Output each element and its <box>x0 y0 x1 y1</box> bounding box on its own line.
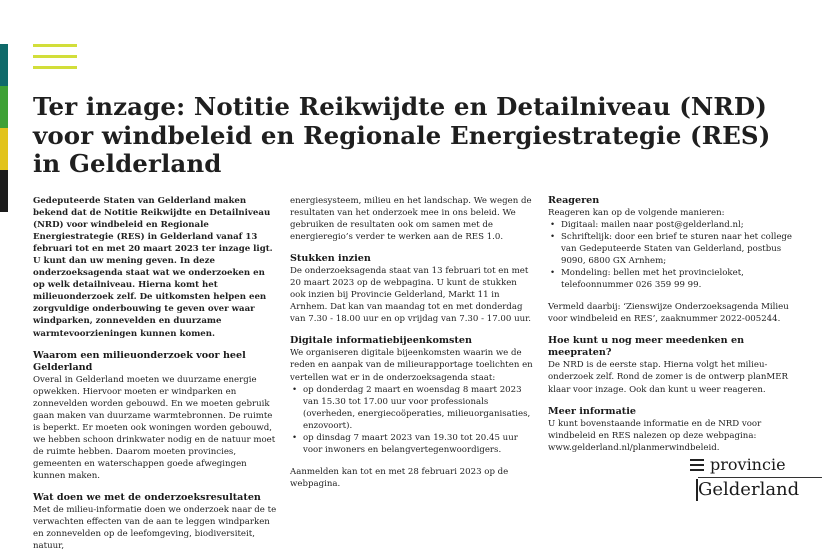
heading-more: Meer informatie <box>548 405 636 417</box>
page-title: Ter inzage: Notitie Reikwijdte en Detailniveau (NRD) voor windbeleid en Regionale Energiestrategie (RES) in Gelderland <box>33 92 771 178</box>
column-2 <box>290 195 535 490</box>
color-stripe-bar <box>0 44 8 212</box>
list-item: • Digitaal: mailen naar post@gelderland.nl; <box>548 219 806 231</box>
register-text: Aanmelden kan tot en met 28 februari 2023 op de webpagina. <box>290 466 509 489</box>
provincie-gelderland-logo <box>690 455 822 504</box>
column-1 <box>33 195 279 552</box>
heading-results: Wat doen we met de onderzoeksresultaten <box>33 491 261 503</box>
heading-digital: Digitale informatiebijeenkomsten <box>290 335 472 347</box>
heading-react: Reageren <box>548 195 600 206</box>
more-text: U kunt bovenstaande informatie en de NRD voor windbeleid en RES nalezen op deze webpagina: www.gelderland.nl/planmerwindbeleid. <box>548 418 762 453</box>
react-list <box>548 219 806 291</box>
heading-next: Hoe kunt u nog meer meedenken en meepraten? <box>548 335 745 359</box>
results-text: Met de milieu-informatie doen we onderzoek naar de te verwachten effecten van de aan te leggen windparken en zonnevelden op de leefomgeving, biodiversiteit, natuur, <box>33 504 277 552</box>
logo-line-2: Gelderland <box>698 479 800 500</box>
heading-why: Waarom een milieuonderzoek voor heel Gelderland <box>33 349 246 373</box>
list-item: • op dinsdag 7 maart 2023 van 19.30 tot 20.45 uur voor inwoners en belangvertegenwoordigers. <box>290 432 535 456</box>
why-text: Overal in Gelderland moeten we duurzame energie opwekken. Hiervoor moeten er windparken en zonnevelden worden gebouwd. En we moeten gebruik gaan maken van duurzame warmtebronnen. De ruimte is beperkt. Er moeten ook woningen worden gebouwd, we hebben schoon drinkwater nodig en de natuur moet de ruimte hebben. Daarom moeten provincies, gemeenten en waterschappen goede afwegingen kunnen maken. <box>33 374 276 481</box>
stripe-teal <box>0 44 8 86</box>
list-item: • Mondeling: bellen met het provincieloket, telefoonnummer 026 359 99 99. <box>548 267 806 291</box>
logo-line-1: provincie <box>710 455 786 474</box>
list-item: • Schriftelijk: door een brief te sturen naar het college van Gedeputeerde Staten van Gelderland, postbus 9090, 6800 GX Arnhem; <box>548 231 806 267</box>
column-3 <box>548 195 806 454</box>
stripe-black <box>0 170 8 212</box>
continued-text: energiesysteem, milieu en het landschap. We wegen de resultaten van het onderzoek mee in ons beleid. We gebruiken de resultaten ook om samen met de energieregio’s verder te werken aan de RES 1.0. <box>290 196 532 243</box>
next-text: De NRD is de eerste stap. Hierna volgt het milieu-onderzoek zelf. Rond de zomer is de ontwerp planMER klaar voor inzage. Ook dan kunt u weer reageren. <box>548 360 788 395</box>
stripe-yellow <box>0 128 8 170</box>
react-intro: Reageren kan op de volgende manieren: <box>548 208 725 218</box>
decorative-lines-icon <box>33 44 77 77</box>
inzien-text: De onderzoeksagenda staat van 13 februari tot en met 20 maart 2023 op de webpagina. U kunt de stukken ook inzien bij Provincie Gelderland, Markt 11 in Arnhem. Dat kan van maandag tot en met donderdag van 7.30 - 18.00 uur en op vrijdag van 7.30 - 17.00 uur. <box>290 266 532 325</box>
list-item: • op donderdag 2 maart en woensdag 8 maart 2023 van 15.30 tot 17.00 uur voor professionals (overheden, energiecoöperaties, milieuorganisaties, enzovoort). <box>290 384 535 432</box>
mention-text: Vermeld daarbij: ‘Zienswijze Onderzoeksagenda Milieu voor windbeleid en RES’, zaaknummer 2022-005244. <box>548 302 789 325</box>
session-list <box>290 384 535 456</box>
heading-inzien: Stukken inzien <box>290 253 371 265</box>
stripe-green <box>0 86 8 128</box>
intro-text: Gedeputeerde Staten van Gelderland maken bekend dat de Notitie Reikwijdte en Detailniveau (NRD) voor windbeleid en Regionale Energiestrategie (RES) in Gelderland vanaf 13 februari tot en met 20 maart 2023 ter inzage ligt. U kunt dan uw mening geven. In deze onderzoeksagenda staat wat we onderzoeken en op welk detailniveau. Hierna komt het milieuonderzoek zelf. De uitkomsten helpen een zorgvuldige onderbouwing te geven over waar windparken, zonnevelden en duurzame warmtevoorzieningen kunnen komen. <box>33 196 273 339</box>
digital-text: We organiseren digitale bijeenkomsten waarin we de reden en aanpak van de milieurapportage toelichten en vertellen wat er in de onderzoeksagenda staat: <box>290 348 533 383</box>
